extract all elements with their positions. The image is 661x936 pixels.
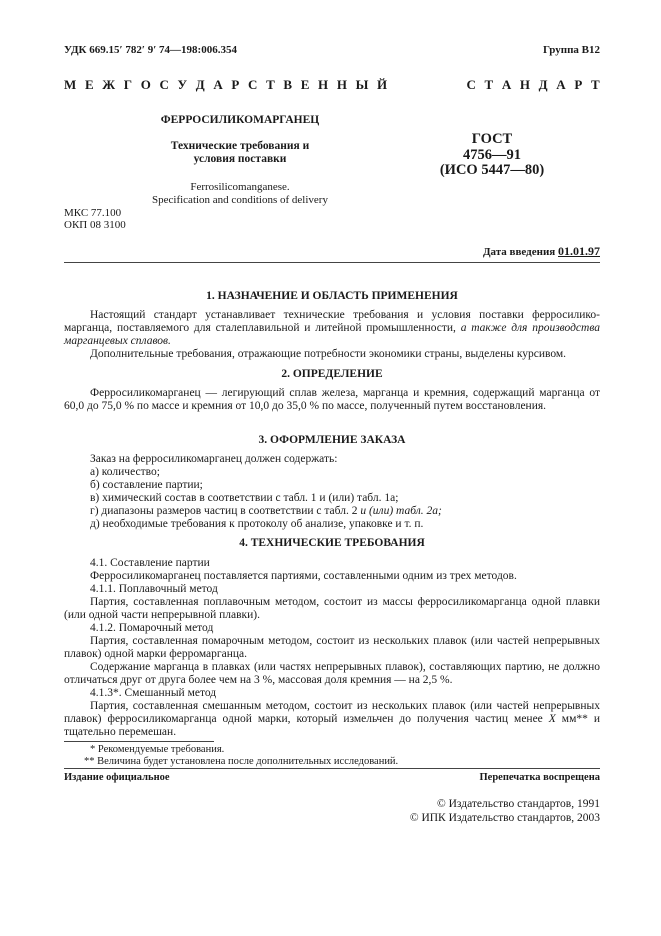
- english-title: [120, 181, 360, 207]
- list-item: д) необходимые требования к протоколу об анализе, упаковке и т. п.: [90, 518, 424, 530]
- official-edition: Издание официальное: [64, 772, 170, 783]
- paragraph: [64, 309, 600, 348]
- section-heading-4: 4. ТЕХНИЧЕСКИЕ ТРЕБОВАНИЯ: [239, 537, 425, 549]
- list-item-text: г) диапазоны размеров частиц в соответствии с табл. 2: [90, 505, 358, 517]
- classification-codes: [64, 207, 126, 231]
- list-item: а) количество;: [90, 466, 160, 478]
- footer-line: [64, 771, 600, 784]
- document-subtitle: [120, 140, 360, 166]
- paragraph-text-italic: а также для производства марганцевых сплавов.: [64, 322, 601, 347]
- introduction-date-label: Дата введения: [482, 246, 558, 258]
- banner-letter: Т: [590, 77, 600, 92]
- banner-letter: Р: [574, 77, 583, 92]
- banner-letter: А: [501, 77, 512, 92]
- section-heading-3: 3. ОФОРМЛЕНИЕ ЗАКАЗА: [258, 434, 406, 446]
- subtitle-line-2: условия поставки: [193, 153, 287, 165]
- section-heading-1: 1. НАЗНАЧЕНИЕ И ОБЛАСТЬ ПРИМЕНЕНИЯ: [206, 290, 458, 302]
- list-item: в) химический состав в соответствии с табл. 1 и (или) табл. 1а;: [90, 492, 399, 504]
- reprint-prohibited: Перепечатка воспрещена: [479, 772, 600, 783]
- banner-letter: А: [556, 77, 566, 92]
- banner-letter: Е: [84, 77, 94, 92]
- list-item-text-italic: и (или) табл. 2а;: [357, 505, 442, 517]
- section-heading-2: 2. ОПРЕДЕЛЕНИЕ: [281, 368, 383, 380]
- list-item: б) составление партии;: [90, 479, 203, 491]
- standard-type-banner: [64, 78, 600, 91]
- document-title: ФЕРРОСИЛИКОМАРГАНЕЦ: [160, 114, 320, 126]
- header-line: [64, 44, 600, 57]
- clause-title: 4.1.2. Помарочный метод: [90, 622, 214, 634]
- banner-letter: Н: [318, 77, 329, 92]
- banner-gap: [396, 78, 458, 91]
- banner-letter: Д: [195, 77, 205, 92]
- section-3-body: [64, 453, 600, 531]
- copyright-line: © Издательство стандартов, 1991: [436, 798, 600, 810]
- copyright-line: © ИПК Издательство стандартов, 2003: [409, 812, 600, 824]
- footnote: ** Величина будет установлена после дополнительных исследований.: [84, 756, 399, 767]
- gost-number: [412, 132, 572, 179]
- banner-letter: В: [283, 77, 293, 92]
- copyright-block: [410, 797, 600, 825]
- gost-code: 4756—91: [463, 146, 521, 163]
- mks-code: МКС 77.100: [64, 207, 122, 219]
- footnote: * Рекомендуемые требования.: [90, 744, 225, 755]
- okp-code: ОКП 08 3100: [64, 219, 126, 231]
- banner-letter: Ж: [102, 77, 116, 92]
- paragraph: Заказ на ферросиликомарганец должен содержать:: [90, 453, 338, 465]
- subtitle-line-1: Технические требования и: [170, 140, 310, 152]
- banner-letter: Н: [519, 77, 531, 92]
- paragraph-text: Настоящий стандарт устанавливает технические требования и условия поставки ферросилико-марганца, поставляемого для сталеплавильной и литейной промышленности,: [64, 309, 600, 334]
- paragraph: Партия, составленная поплавочным методом, состоит из массы ферросиликомарганца одной плавки (или одной части непрерывной плавки).: [64, 596, 600, 621]
- banner-letter: Г: [123, 77, 133, 92]
- banner-letter: С: [159, 77, 169, 92]
- paragraph: Ферросиликомарганец — легирующий сплав железа, марганца и кремния, содержащий марганца от 60,0 до 75,0 % по массе и кремния от 10,0 до 35,0 % по массе, полученный путем восстановления.: [64, 387, 600, 412]
- banner-letter: С: [466, 77, 476, 92]
- clause-title: 4.1. Составление партии: [90, 557, 210, 569]
- section-2-body: [64, 387, 600, 413]
- variable-x: X: [548, 713, 556, 725]
- footnotes: [64, 744, 600, 768]
- footnote-divider: [64, 741, 214, 742]
- divider: [64, 768, 600, 769]
- section-1-body: [64, 309, 600, 361]
- udk-code: УДК 669.15′ 782′ 9′ 74—198:006.354: [64, 44, 237, 56]
- banner-letter: Н: [336, 77, 347, 92]
- english-title-line-1: Ferrosilicomanganese.: [190, 181, 290, 193]
- introduction-date: [483, 245, 600, 259]
- introduction-date-value: 01.01.97: [558, 244, 600, 258]
- clause-title: 4.1.1. Поплавочный метод: [90, 583, 218, 595]
- paragraph: Партия, составленная помарочным методом, состоит из нескольких плавок (или частей непрерывных плавок) одной марки ферромарганца.: [64, 635, 600, 660]
- english-title-line-2: Specification and conditions of delivery: [152, 194, 328, 206]
- banner-letter: О: [140, 77, 151, 92]
- clause-title: 4.1.3*. Смешанный метод: [90, 687, 217, 699]
- banner-letter: Т: [484, 77, 494, 92]
- paragraph: Дополнительные требования, отражающие потребности экономики страны, выделены курсивом.: [90, 348, 567, 360]
- paragraph: Ферросиликомарганец поставляется партиями, составленными одним из трех методов.: [90, 570, 517, 582]
- banner-letter: С: [248, 77, 258, 92]
- banner-letter: Ы: [355, 77, 369, 92]
- banner-letter: А: [213, 77, 223, 92]
- divider: [64, 262, 600, 263]
- banner-letter: У: [177, 77, 188, 92]
- banner-letter: М: [64, 77, 77, 92]
- banner-letter: Р: [231, 77, 240, 92]
- paragraph-text: Партия, составленная смешанным методом, состоит из нескольких плавок (или частей непрерывных плавок) ферросиликомарганца одной марки, который измельчен до получения частиц менее: [64, 700, 600, 725]
- banner-letter: Д: [538, 77, 548, 92]
- paragraph-text: мм** и тщательно перемешан.: [64, 713, 600, 738]
- iso-code: (ИСО 5447—80): [439, 162, 545, 178]
- list-item: [64, 505, 600, 518]
- gost-label: ГОСТ: [471, 131, 513, 147]
- section-4-body: [64, 557, 600, 739]
- paragraph: Содержание марганца в плавках (или частях непрерывных плавок), составляющих партию, не должно отличаться друг от друга более чем на 3 %, массовая доля кремния — на 2,5 %.: [64, 661, 600, 686]
- banner-letter: Т: [266, 77, 275, 92]
- group-code: Группа В12: [542, 44, 600, 56]
- banner-letter: Е: [300, 77, 310, 92]
- document-title-block: [120, 114, 360, 207]
- banner-letter: Й: [377, 77, 388, 92]
- paragraph: [64, 700, 600, 739]
